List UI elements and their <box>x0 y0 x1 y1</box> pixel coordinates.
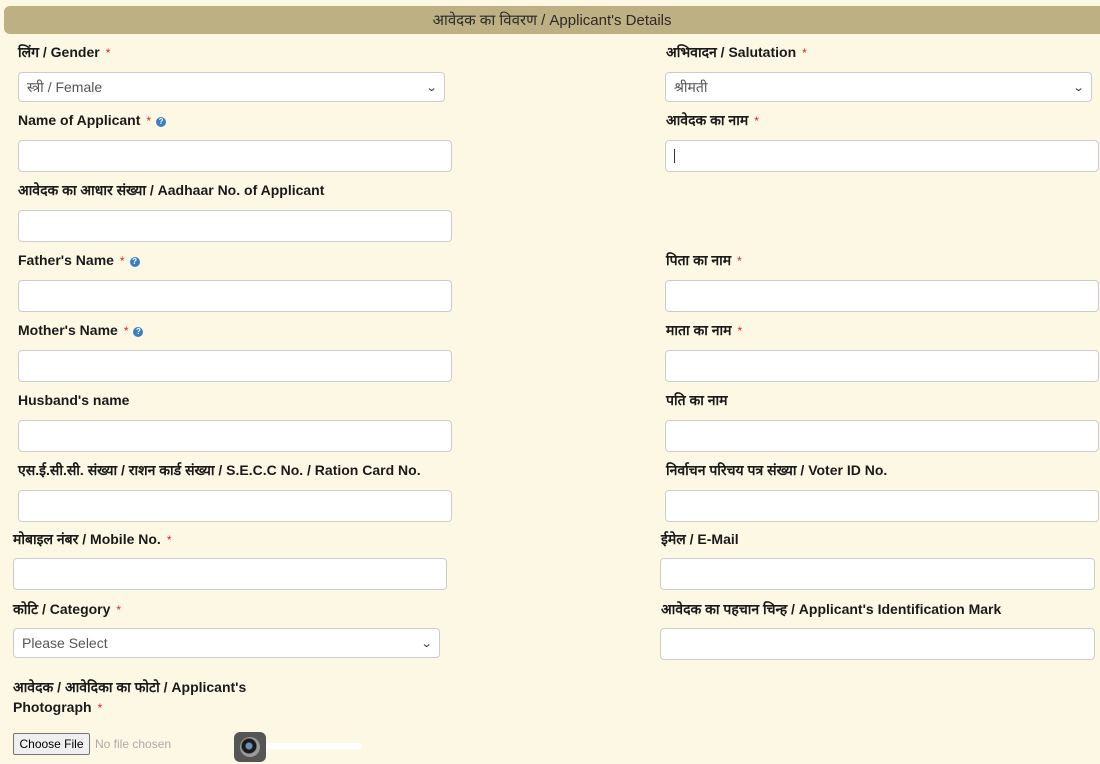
email-label: ईमेल / E-Mail <box>661 531 739 547</box>
voter-id-input[interactable] <box>665 490 1099 522</box>
husband-name-hindi-label: पति का नाम <box>666 392 728 408</box>
camera-icon[interactable] <box>234 732 266 762</box>
father-name-input[interactable] <box>18 280 452 312</box>
husband-name-hindi-input[interactable] <box>665 420 1099 452</box>
aadhaar-input[interactable] <box>18 210 452 242</box>
applicant-name-label: Name of Applicant * ? <box>18 112 166 128</box>
chevron-down-icon: ⌄ <box>425 81 438 94</box>
father-name-hindi-label: पिता का नाम * <box>666 252 742 268</box>
chevron-down-icon: ⌄ <box>420 637 433 650</box>
ration-card-label: एस.ई.सी.सी. संख्या / राशन कार्ड संख्या / S.E.C.C No. / Ration Card No. <box>18 462 421 478</box>
father-name-hindi-input[interactable] <box>665 280 1099 312</box>
chevron-down-icon: ⌄ <box>1072 81 1085 94</box>
identification-mark-input[interactable] <box>660 628 1095 660</box>
section-header <box>4 6 1100 34</box>
applicant-name-hindi-input[interactable] <box>665 140 1099 172</box>
camera-lens <box>240 737 260 757</box>
photograph-label-line2: Photograph * <box>13 699 103 715</box>
mother-name-input[interactable] <box>18 350 452 382</box>
voter-id-label: निर्वाचन परिचय पत्र संख्या / Voter ID No. <box>666 462 888 478</box>
category-select[interactable]: Please Select ⌄ <box>13 628 440 658</box>
identification-mark-label: आवेदक का पहचान चिन्ह / Applicant's Identification Mark <box>661 601 1002 617</box>
help-icon[interactable]: ? <box>130 257 140 267</box>
ration-card-input[interactable] <box>18 490 452 522</box>
upload-progress-track <box>266 743 362 749</box>
mobile-input[interactable] <box>13 558 447 590</box>
husband-name-label: Husband's name <box>18 392 130 408</box>
aadhaar-label: आवेदक का आधार संख्या / Aadhaar No. of Applicant <box>18 182 325 198</box>
mother-name-label: Mother's Name * ? <box>18 322 143 338</box>
mother-name-hindi-label: माता का नाम * <box>666 322 743 338</box>
applicant-name-hindi-label: आवेदक का नाम * <box>666 112 759 128</box>
applicant-name-input[interactable] <box>18 140 452 172</box>
section-title: आवेदक का विवरण / Applicant's Details <box>432 12 672 29</box>
email-input[interactable] <box>660 558 1095 590</box>
husband-name-input[interactable] <box>18 420 452 452</box>
father-name-label: Father's Name * ? <box>18 252 140 268</box>
text-cursor <box>674 149 675 163</box>
mother-name-hindi-input[interactable] <box>665 350 1099 382</box>
choose-file-button[interactable]: Choose File <box>13 733 90 755</box>
help-icon[interactable]: ? <box>133 327 143 337</box>
gender-select[interactable]: स्त्री / Female ⌄ <box>18 72 445 102</box>
gender-label: लिंग / Gender * <box>18 44 111 60</box>
photograph-label: आवेदक / आवेदिका का फोटो / Applicant's <box>13 679 247 695</box>
salutation-select[interactable]: श्रीमती ⌄ <box>665 72 1092 102</box>
mobile-label: मोबाइल नंबर / Mobile No. * <box>13 531 172 547</box>
salutation-label: अभिवादन / Salutation * <box>666 44 807 60</box>
help-icon[interactable]: ? <box>156 117 166 127</box>
category-label: कोटि / Category * <box>13 601 122 617</box>
file-status-text: No file chosen <box>95 737 172 751</box>
